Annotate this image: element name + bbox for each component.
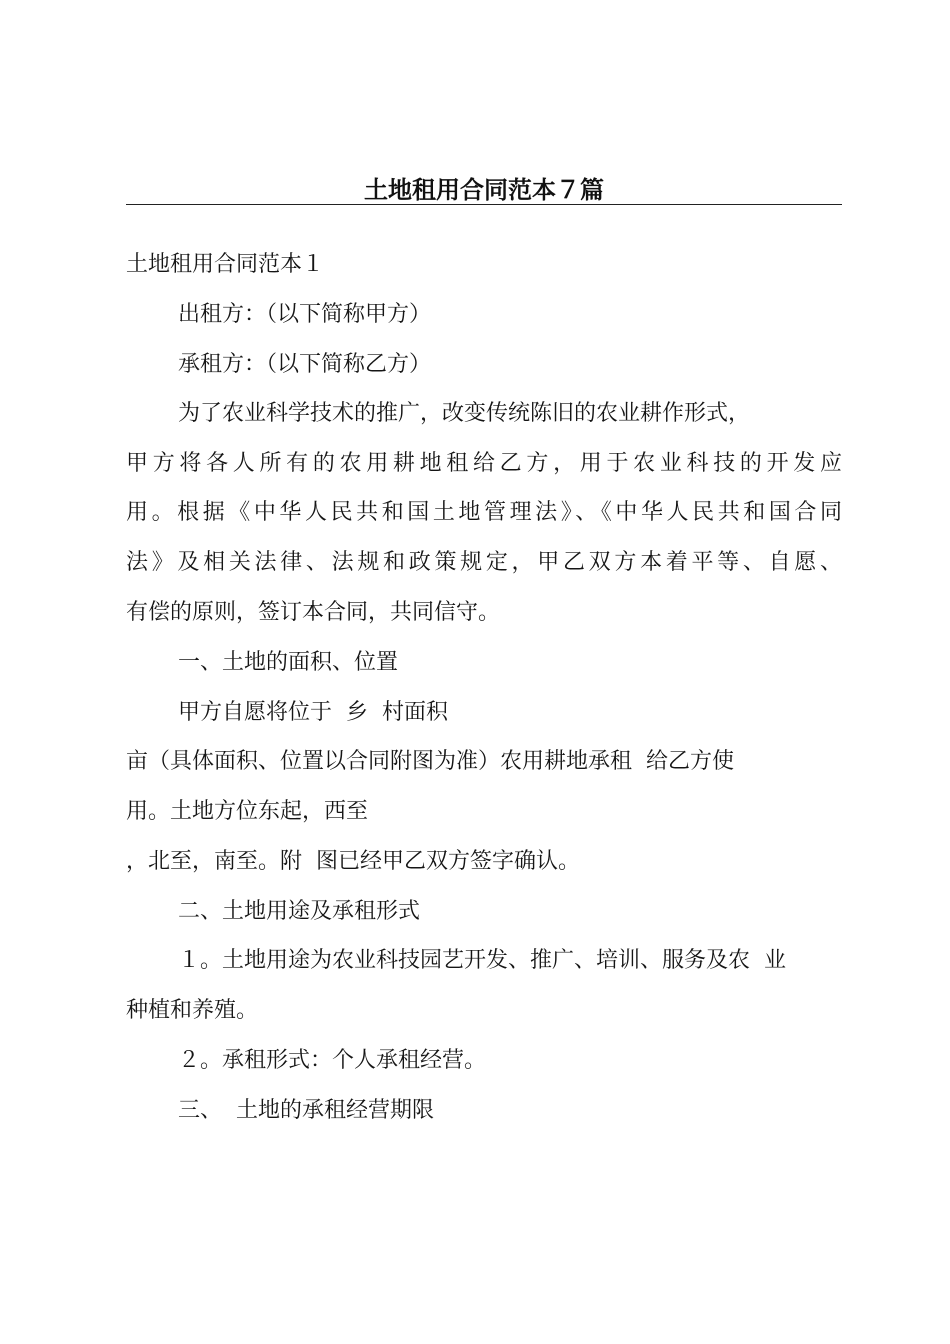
section-heading: 土地租用合同范本１ [126, 252, 325, 277]
clause-heading: 三、 土地的承租经营期限 [178, 1098, 434, 1123]
paragraph-line: 法》及相关法律、法规和政策规定，甲乙双方本着平等、自愿、 [126, 550, 842, 575]
document-title: 土地租用合同范本７篇 [364, 175, 604, 204]
lessor-line: 出租方：（以下简称甲方） [178, 302, 432, 327]
clause-heading: 二、土地用途及承租形式 [178, 899, 421, 924]
paragraph-line: ２。承租形式：个人承租经营。 [178, 1048, 487, 1073]
paragraph-line: 甲方自愿将位于 乡 村面积 [178, 700, 448, 725]
lessee-line: 承租方：（以下简称乙方） [178, 352, 432, 377]
paragraph-line: 用。土地方位东起，西至 [126, 799, 369, 824]
paragraph-line: 亩（具体面积、位置以合同附图为准）农用耕地承租 给乙方使 [126, 749, 734, 774]
paragraph-line: 种植和养殖。 [126, 998, 259, 1023]
paragraph-line: １。土地用途为农业科技园艺开发、推广、培训、服务及农 业 [178, 948, 786, 973]
clause-heading: 一、土地的面积、位置 [178, 650, 399, 675]
paragraph-line: 用。根据《中华人民共和国土地管理法》、《中华人民共和国合同 [126, 500, 842, 525]
paragraph-line: ，北至，南至。附 图已经甲乙双方签字确认。 [126, 849, 580, 874]
paragraph-line: 甲方将各人所有的农用耕地租给乙方，用于农业科技的开发应 [126, 451, 842, 476]
paragraph-line: 有偿的原则，签订本合同，共同信守。 [126, 600, 501, 625]
paragraph-line: 为了农业科学技术的推广，改变传统陈旧的农业耕作形式， [178, 401, 751, 426]
title-underline [126, 204, 842, 205]
